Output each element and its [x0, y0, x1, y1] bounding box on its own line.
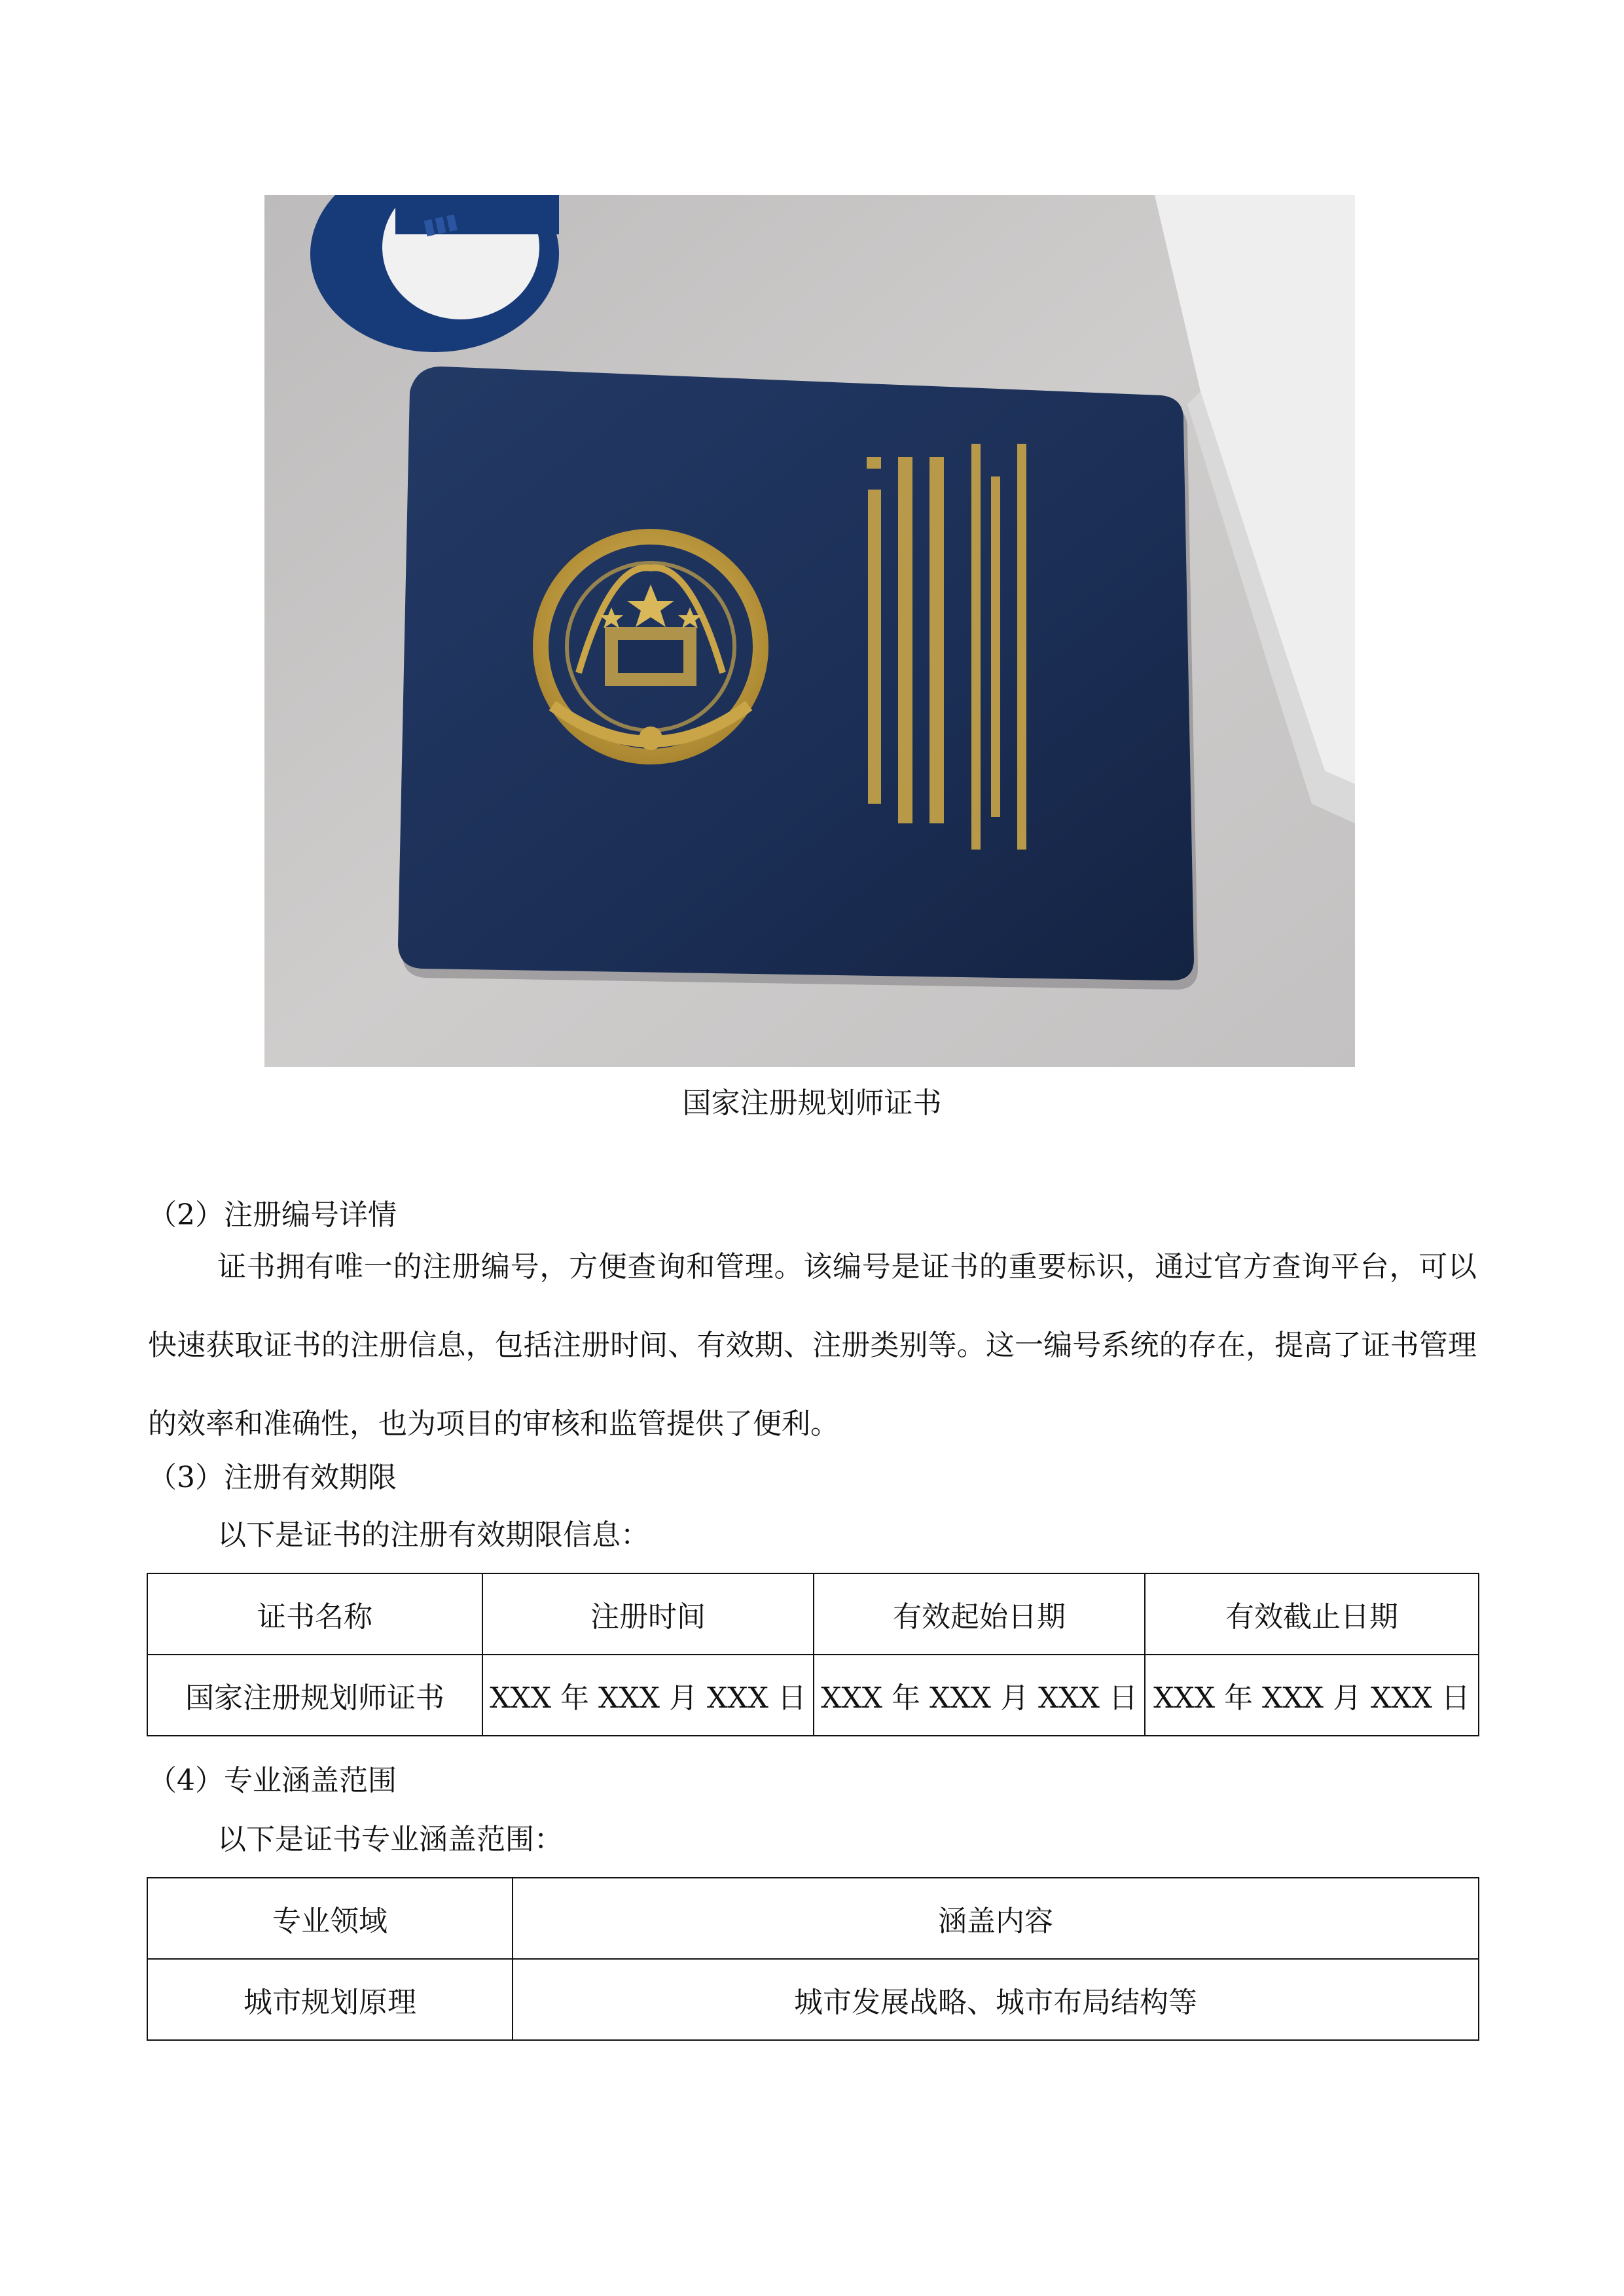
section-3-lead: 以下是证书的注册有效期限信息： — [217, 1518, 649, 1552]
section-2-heading: （2）注册编号详情 — [148, 1198, 397, 1232]
section-4-heading: （4）专业涵盖范围 — [148, 1764, 397, 1797]
table-header-row — [147, 1573, 1479, 1655]
table-cell: XXX 年 XXX 月 XXX 日 — [1145, 1655, 1479, 1736]
table-cell: XXX 年 XXX 月 XXX 日 — [814, 1655, 1145, 1736]
table-header-cell: 有效截止日期 — [1145, 1573, 1479, 1655]
table-header-cell: 专业领域 — [147, 1878, 513, 1959]
table-cell: 国家注册规划师证书 — [147, 1655, 482, 1736]
validity-table — [147, 1573, 1479, 1736]
table-header-cell: 证书名称 — [147, 1573, 482, 1655]
table-header-cell: 注册时间 — [482, 1573, 814, 1655]
table-header-cell: 涵盖内容 — [513, 1878, 1479, 1959]
table-row — [147, 1655, 1479, 1736]
scope-table — [147, 1877, 1479, 2041]
table-cell: XXX 年 XXX 月 XXX 日 — [482, 1655, 814, 1736]
certificate-photo — [264, 195, 1355, 1067]
section-3-heading: （3）注册有效期限 — [148, 1461, 397, 1494]
table-cell: 城市规划原理 — [147, 1959, 513, 2040]
table-cell: 城市发展战略、城市布局结构等 — [513, 1959, 1479, 2040]
svg-text:▮▮▮: ▮▮▮ — [420, 207, 460, 240]
table-header-row — [147, 1878, 1479, 1959]
photo-caption: 国家注册规划师证书 — [682, 1086, 942, 1120]
table-row — [147, 1959, 1479, 2040]
section-4-lead: 以下是证书专业涵盖范围： — [217, 1823, 563, 1856]
section-2-paragraph: 证书拥有唯一的注册编号，方便查询和管理。该编号是证书的重要标识，通过官方查询平台，可以快速获取证书的注册信息，包括注册时间、有效期、注册类别等。这一编号系统的存在，提高了证书管理的效率和准确性，也为项目的审核和监管提供了便利。 — [148, 1250, 1477, 1441]
table-header-cell: 有效起始日期 — [814, 1573, 1145, 1655]
